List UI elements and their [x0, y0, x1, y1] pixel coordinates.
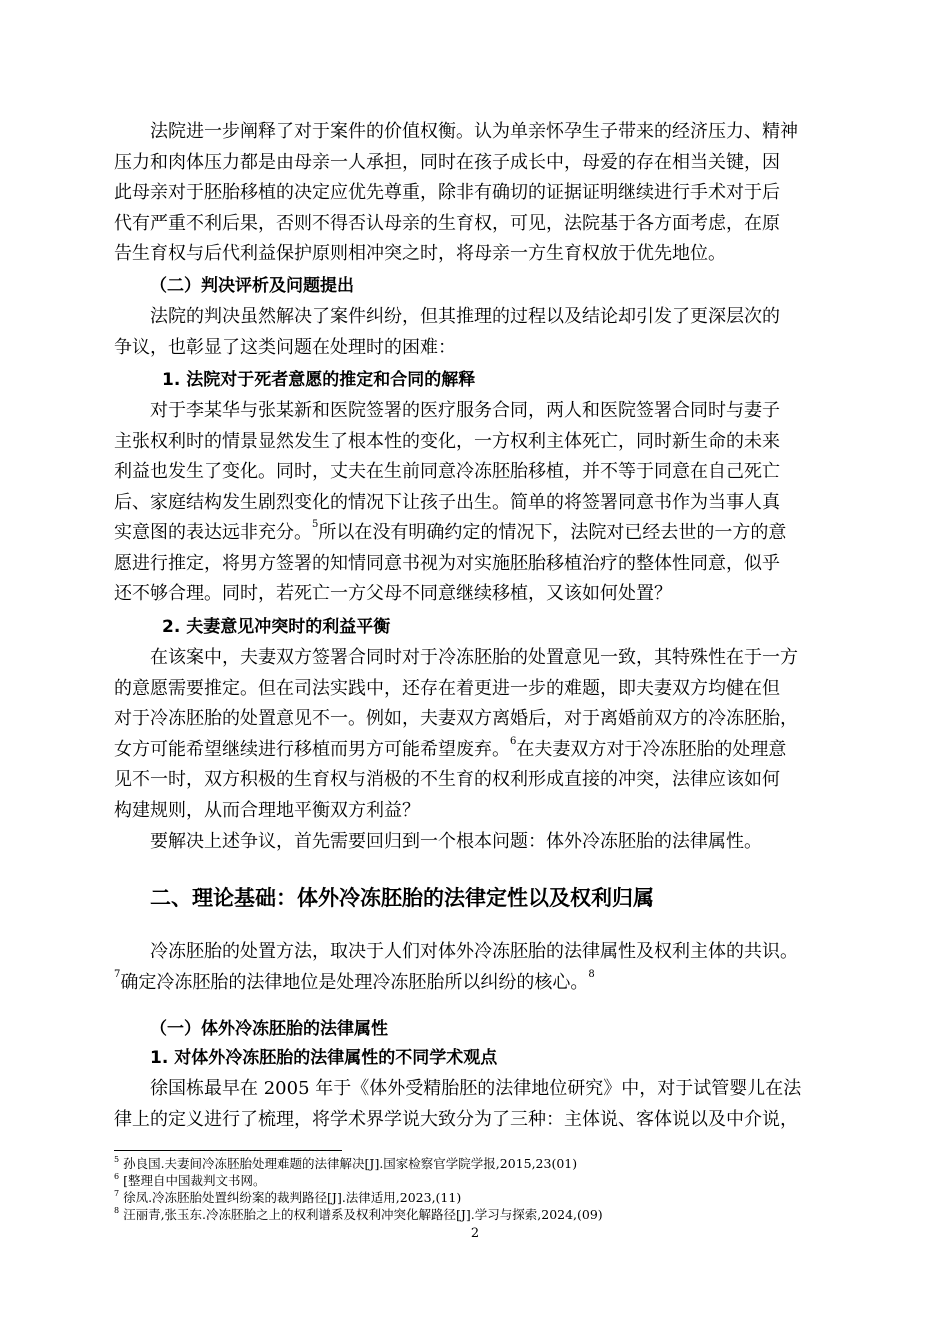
subsection-heading-legal-attribute: （一）体外冷冻胚胎的法律属性 [150, 1019, 388, 1039]
footnote-8: $^8$ 汪丽青,张玉东.冷冻胚胎之上的权利谱系及权利冲突化解路径[J].学习与探索,2024,(09) [114, 1206, 603, 1222]
footnote-ref-5[interactable]: 5 [312, 519, 319, 530]
section-title-theory: 二、理论基础：体外冷冻胚胎的法律定性以及权利归属 [150, 886, 654, 910]
footnote-ref-6[interactable]: 6 [510, 735, 517, 747]
footnote-5: $^5$ 孙良国.夫妻间冷冻胚胎处理难题的法律解决[J].国家检察官学院学报,2015,23(01) [114, 1155, 578, 1171]
heading-presumption-of-will: 1. 法院对于死者意愿的推定和合同的解释 [162, 370, 476, 390]
page-number: 2 [470, 1226, 480, 1241]
footnote-separator [114, 1150, 342, 1151]
paragraph-contract-interpretation: 对于李某华与张某新和医院签署的医疗服务合同，两人和医院签署合同时与妻子 主张权利时的情景显然发生了根本性的变化，一方权利主体死亡，同时新生命的未来 利益也发生了变化。同时，丈夫在生前同意冷冻胚胎移植，并不等于同意在自己死亡 后、家庭结构发生剧烈变化的情况下让孩子出生。简单的将签署同意书作为当事人真 实意图的表达远非充分。$^5$所以在没有明确约定的情况下，法院对已经去世的一方的意 愿进行推定，将男方签署的知情同意书视为对实施胚胎移植治疗的整体性同意，似乎 还不够合理。同时，若死亡一方父母不同意继续移植，又该如何处置？ [114, 400, 787, 604]
footnote-6: $^6$ [整理自中国裁判文书网。 [114, 1172, 266, 1188]
paragraph-disposal-method: 冷冻胚胎的处置方法，取决于人们对体外冷冻胚胎的法律属性及权利主体的共识。 $^7$确定冷冻胚胎的法律地位是处理冷冻胚胎所以纠纷的核心。$^8$ [114, 941, 798, 993]
heading-spousal-conflict: 2. 夫妻意见冲突时的利益平衡 [162, 617, 391, 637]
paragraph-xu-guodong: 徐国栋最早在 2005 年于《体外受精胎胚的法律地位研究》中，对于试管婴儿在法 律上的定义进行了梳理，将学术界学说大致分为了三种：主体说、客体说以及中介说， [114, 1078, 802, 1130]
footnote-ref-8[interactable]: 8 [588, 968, 595, 980]
paragraph-fundamental-question: 要解决上述争议，首先需要回归到一个根本问题：体外冷冻胚胎的法律属性。 [150, 831, 762, 852]
subsection-heading-judgment-analysis: （二）判决评析及问题提出 [150, 276, 354, 296]
paragraph-spousal-disagreement: 在该案中，夫妻双方签署合同时对于冷冻胚胎的处置意见一致，其特殊性在于一方 的意愿需要推定。但在司法实践中，还存在着更进一步的难题，即夫妻双方均健在但 对于冷冻胚胎的处置意见不一。例如，夫妻双方离婚后，对于离婚前双方的冷冻胚胎， 女方可能希望继续进行移植而男方可能希望废弃。$^6$在夫妻双方对于冷冻胚胎的处理意 见不一时，双方积极的生育权与消极的不生育的权利形成直接的冲突，法律应该如何 构建规则，从而合理地平衡双方利益？ [114, 647, 798, 821]
paragraph-judgment-dispute: 法院的判决虽然解决了案件纠纷，但其推理的过程以及结论却引发了更深层次的 争议，也彰显了这类问题在处理时的困难： [114, 306, 780, 358]
heading-academic-views: 1. 对体外冷冻胚胎的法律属性的不同学术观点 [150, 1048, 498, 1068]
footnote-7: $^7$ 徐凤.冷冻胚胎处置纠纷案的裁判路径[J].法律适用,2023,(11) [114, 1189, 462, 1205]
footnote-ref-7[interactable]: 7 [114, 968, 121, 980]
paragraph-value-balancing: 法院进一步阐释了对于案件的价值权衡。认为单亲怀孕生子带来的经济压力、精神 压力和肉体压力都是由母亲一人承担，同时在孩子成长中，母爱的存在相当关键，因 此母亲对于胚胎移植的决定应优先尊重，除非有确切的证据证明继续进行手术对于后 代有严重不利后果，否则不得否认母亲的生育权，可见，法院基于各方面考虑，在原 告生育权与后代利益保护原则相冲突之时，将母亲一方生育权放于优先地位。 [114, 121, 798, 264]
